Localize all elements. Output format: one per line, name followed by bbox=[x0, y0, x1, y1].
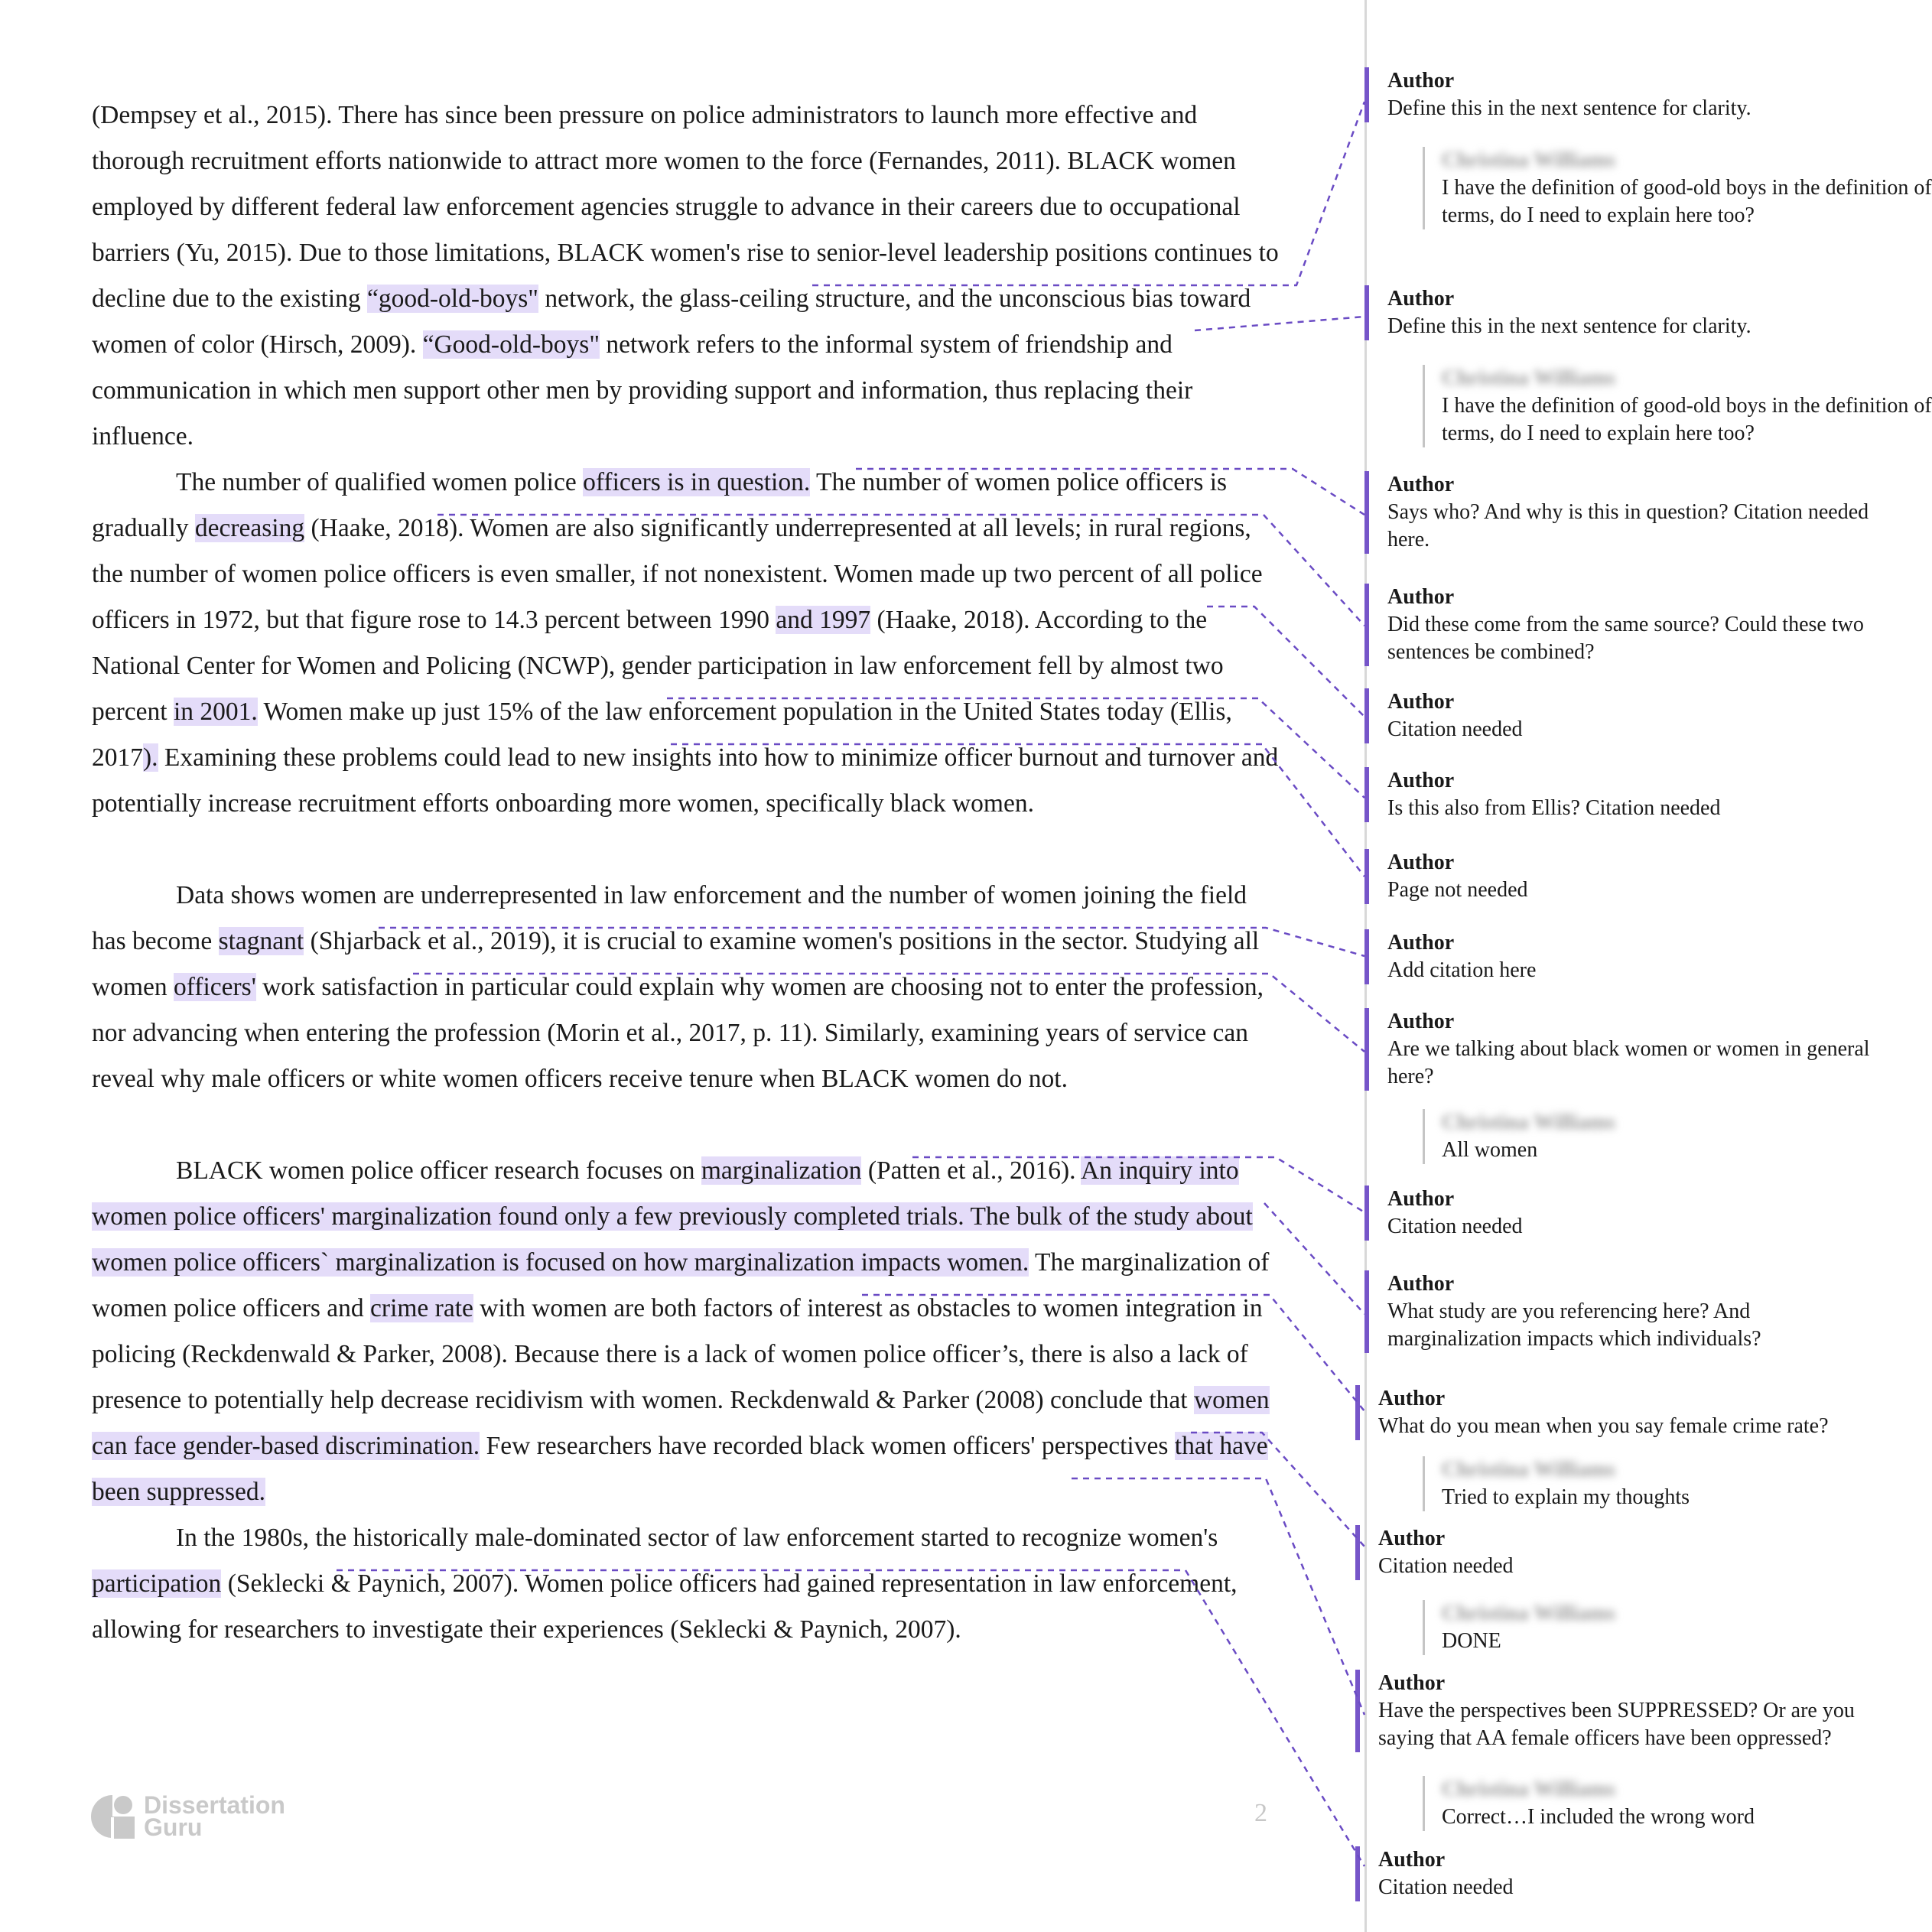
text-run: Few researchers have recorded black women officers' perspectives bbox=[480, 1432, 1175, 1460]
comment-author: Author bbox=[1387, 690, 1455, 714]
comment-author: Author bbox=[1378, 1848, 1446, 1872]
connector-line bbox=[862, 1295, 1364, 1411]
comment-author: Author bbox=[1387, 287, 1455, 311]
reply-author: Christina Williams bbox=[1442, 1111, 1615, 1134]
highlighted-text[interactable]: women can face gender-based discrimination. bbox=[92, 1386, 1270, 1460]
text-run: Data shows women are underrepresented in law enforcement and the number of women joining the field has become bbox=[92, 881, 1247, 955]
highlighted-text[interactable]: decreasing bbox=[194, 514, 305, 542]
highlighted-text[interactable]: marginalization bbox=[701, 1156, 862, 1185]
comment-text: Define this in the next sentence for clarity. bbox=[1387, 314, 1751, 338]
highlighted-text[interactable]: stagnant bbox=[218, 927, 304, 955]
text-run: (Dempsey et al., 2015). There has since been pressure on police administrators to launch more effective and thorough recruitment efforts nationwide to attract more women to the force (Fernandes, 2011). BLACK women employed by different federal law enforcement agencies struggle to advance in their careers due to occupational barriers (Yu, 2015). Due to those limitations, BLACK women's rise to senior-level leadership positions continues to decline due to the existing bbox=[92, 101, 1279, 313]
text-run: The number of women police officers is gradually bbox=[92, 468, 1228, 542]
text-run: (Haake, 2018). Women are also significantly underrepresented at all levels; in rural regions, the number of women police officers is even smaller, if not nonexistent. Women made up two percent of all police officers in 1972, but that figure rose to 14.3 percent between 1990 bbox=[92, 514, 1263, 634]
text-run: (Haake, 2018). According to the National Center for Women and Policing (NCWP), gender participation in law enforcement fell by almost two percent bbox=[92, 606, 1224, 726]
highlighted-text[interactable]: officers' bbox=[174, 973, 256, 1001]
connector-line bbox=[337, 1570, 1364, 1866]
comment-text: Citation needed bbox=[1378, 1554, 1514, 1578]
page-number: 2 bbox=[1254, 1799, 1267, 1827]
reply-text: Tried to explain my thoughts bbox=[1442, 1485, 1690, 1509]
comment-author: Author bbox=[1387, 1272, 1455, 1296]
reply-author: Christina Williams bbox=[1442, 366, 1615, 390]
reply-text: All women bbox=[1442, 1138, 1538, 1162]
comment-author: Author bbox=[1378, 1387, 1446, 1410]
logo-word-2: Guru bbox=[144, 1813, 203, 1841]
reply-author: Christina Williams bbox=[1442, 1458, 1615, 1482]
connector-line bbox=[379, 928, 1364, 956]
comment-author: Author bbox=[1387, 1187, 1455, 1211]
connector-line bbox=[812, 102, 1364, 285]
connector-line bbox=[667, 698, 1364, 798]
comment-author: Author bbox=[1378, 1671, 1446, 1695]
text-run: Women make up just 15% of the law enforcement population in the United States today (Ellis, 2017 bbox=[92, 698, 1232, 772]
comment-text: Have the perspectives been SUPPRESSED? Or are you saying that AA female officers have been oppressed? bbox=[1378, 1699, 1855, 1750]
text-run: (Shjarback et al., 2019), it is crucial to examine women's positions in the sector. Studying all women bbox=[92, 927, 1260, 1001]
reply-text: I have the definition of good-old boys in the definition of terms, do I need to explain here too? bbox=[1442, 394, 1932, 445]
comment-text: Define this in the next sentence for clarity. bbox=[1387, 96, 1751, 120]
text-run: The number of qualified women police bbox=[176, 468, 584, 496]
connector-line bbox=[1195, 317, 1364, 330]
reply-text: DONE bbox=[1442, 1629, 1501, 1653]
comment-text: Says who? And why is this in question? Citation needed here. bbox=[1387, 500, 1869, 551]
comment-text: Citation needed bbox=[1378, 1875, 1514, 1899]
connector-line bbox=[413, 974, 1364, 1052]
comment-text: Citation needed bbox=[1387, 1215, 1523, 1238]
comment-text: What study are you referencing here? And marginalization impacts which individuals? bbox=[1387, 1299, 1761, 1351]
highlighted-text[interactable]: An inquiry into women police officers' marginalization found only a few previously completed trials. The bulk of the study about women police officers` marginalization is focused on how marginalization impacts women. bbox=[92, 1156, 1253, 1277]
text-run: network refers to the informal system of friendship and communication in which men support other men by providing support and information, thus replacing their influence. bbox=[92, 330, 1193, 450]
connector-line bbox=[912, 1157, 1364, 1212]
highlighted-text[interactable]: in 2001. bbox=[173, 698, 258, 726]
comment-text: Citation needed bbox=[1387, 717, 1523, 741]
reply-text: I have the definition of good-old boys in the definition of terms, do I need to explain here too? bbox=[1442, 176, 1932, 227]
comment-author: Author bbox=[1387, 473, 1455, 496]
text-run: (Patten et al., 2016). bbox=[861, 1156, 1081, 1185]
comment-author: Author bbox=[1387, 931, 1455, 955]
logo-word-1: Dissertation bbox=[144, 1791, 285, 1819]
text-run: (Seklecki & Paynich, 2007). Women police officers had gained representation in law enforcement, allowing for researchers to investigate their experiences (Seklecki & Paynich, 2007). bbox=[92, 1569, 1238, 1644]
highlighted-text[interactable]: “Good-old-boys" bbox=[422, 330, 600, 359]
connector-line bbox=[856, 469, 1364, 515]
comment-author: Author bbox=[1387, 851, 1455, 874]
highlighted-text[interactable]: that have been suppressed. bbox=[92, 1432, 1268, 1506]
connector-line bbox=[1264, 1203, 1364, 1314]
comment-text: Add citation here bbox=[1387, 958, 1537, 982]
text-run: work satisfaction in particular could explain why women are choosing not to enter the profession, nor advancing when entering the profession (Morin et al., 2017, p. 11). Similarly, examining years of service can reveal why male officers or white women officers receive tenure when BLACK women do not. bbox=[92, 973, 1264, 1093]
text-run: The marginalization of women police officers and bbox=[92, 1248, 1270, 1322]
comment-text: Page not needed bbox=[1387, 878, 1528, 902]
connector-line bbox=[1207, 607, 1364, 717]
comment-author: Author bbox=[1387, 769, 1455, 792]
text-run: with women are both factors of interest as obstacles to women integration in policing (Reckdenwald & Parker, 2008). Because there is a lack of women police officer’s, there is also a lack of presence to potentially help decrease recidivism with women. Reckdenwald & Parker (2008) conclude that bbox=[92, 1294, 1263, 1414]
text-run: network, the glass-ceiling structure, and the unconscious bias toward women of color (Hirsch, 2009). bbox=[92, 285, 1251, 359]
comment-author: Author bbox=[1387, 1010, 1455, 1033]
highlighted-text[interactable]: officers is in question. bbox=[583, 468, 811, 496]
reply-author: Christina Williams bbox=[1442, 1778, 1615, 1801]
connector-line bbox=[1191, 1433, 1364, 1547]
reply-text: Correct…I included the wrong word bbox=[1442, 1805, 1755, 1829]
reply-author: Christina Williams bbox=[1442, 148, 1615, 172]
comment-text: Are we talking about black women or women in general here? bbox=[1387, 1037, 1870, 1088]
text-run: Examining these problems could lead to new insights into how to minimize officer burnout and turnover and potentially increase recruitment efforts onboarding more women, specifically black women. bbox=[92, 743, 1279, 818]
highlighted-text[interactable]: crime rate bbox=[370, 1294, 473, 1322]
highlighted-text[interactable]: “good-old-boys" bbox=[367, 285, 538, 313]
comment-author: Author bbox=[1387, 585, 1455, 609]
comment-text: What do you mean when you say female crime rate? bbox=[1378, 1414, 1829, 1438]
connector-line bbox=[437, 515, 1364, 626]
reply-author: Christina Williams bbox=[1442, 1602, 1615, 1625]
comment-author: Author bbox=[1378, 1527, 1446, 1550]
text-run: In the 1980s, the historically male-dominated sector of law enforcement started to recognize women's bbox=[176, 1524, 1218, 1552]
comment-author: Author bbox=[1387, 69, 1455, 93]
highlighted-text[interactable]: ). bbox=[143, 743, 158, 772]
connector-line bbox=[1072, 1478, 1364, 1715]
text-run: BLACK women police officer research focuses on bbox=[176, 1156, 701, 1185]
highlighted-text[interactable]: and 1997 bbox=[776, 606, 871, 634]
highlighted-text[interactable]: participation bbox=[92, 1569, 222, 1598]
comment-text: Is this also from Ellis? Citation needed bbox=[1387, 796, 1721, 820]
comment-text: Did these come from the same source? Could these two sentences be combined? bbox=[1387, 613, 1864, 664]
connector-line bbox=[671, 744, 1364, 877]
